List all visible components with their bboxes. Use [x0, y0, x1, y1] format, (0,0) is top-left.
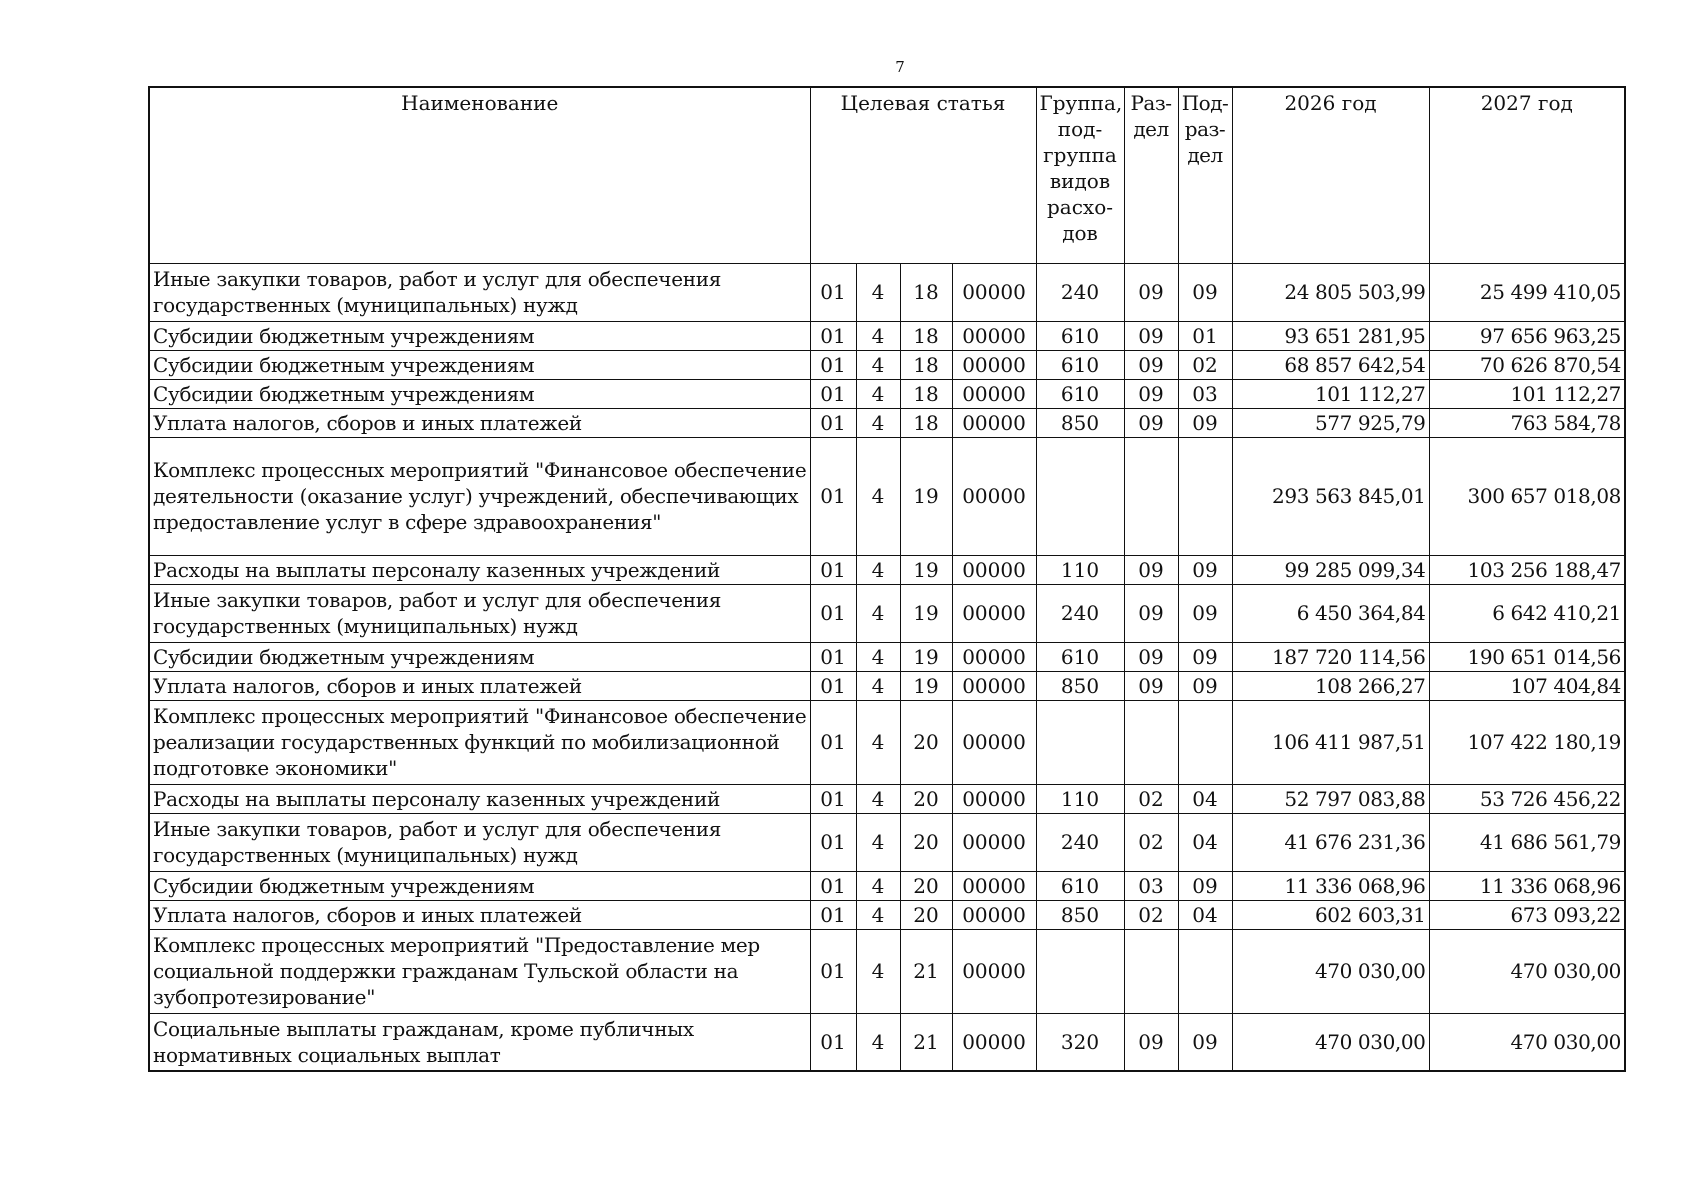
cell-name: Расходы на выплаты персоналу казенных учреждений [149, 555, 810, 584]
cell-subsection: 09 [1178, 263, 1232, 321]
cell-program: 01 [810, 379, 856, 408]
table-row [149, 671, 1625, 700]
cell-subprogram: 4 [856, 642, 900, 671]
cell-amount-2026: 6 450 364,84 [1232, 584, 1429, 642]
cell-amount-2027: 53 726 456,22 [1429, 784, 1625, 813]
cell-name: Субсидии бюджетным учреждениям [149, 642, 810, 671]
cell-complex: 19 [900, 437, 952, 555]
cell-program: 01 [810, 929, 856, 1013]
cell-program: 01 [810, 408, 856, 437]
budget-table [148, 86, 1626, 1072]
cell-subprogram: 4 [856, 437, 900, 555]
page-number: 7 [895, 58, 905, 76]
table-row [149, 437, 1625, 555]
cell-subsection: 01 [1178, 321, 1232, 350]
cell-amount-2026: 24 805 503,99 [1232, 263, 1429, 321]
cell-program: 01 [810, 350, 856, 379]
cell-complex: 20 [900, 700, 952, 784]
cell-program: 01 [810, 813, 856, 871]
cell-program: 01 [810, 1013, 856, 1071]
cell-expense-group [1036, 929, 1124, 1013]
cell-section: 09 [1124, 555, 1178, 584]
cell-section: 09 [1124, 1013, 1178, 1071]
cell-expense-group: 240 [1036, 584, 1124, 642]
table-row [149, 379, 1625, 408]
header-group: Группа, под-группа видов расхо-дов [1036, 87, 1124, 263]
table-body [149, 263, 1625, 1071]
cell-complex: 20 [900, 813, 952, 871]
cell-direction: 00000 [952, 321, 1036, 350]
cell-section: 09 [1124, 379, 1178, 408]
table-row [149, 1013, 1625, 1071]
cell-amount-2027: 470 030,00 [1429, 1013, 1625, 1071]
cell-amount-2027: 70 626 870,54 [1429, 350, 1625, 379]
cell-direction: 00000 [952, 263, 1036, 321]
header-section: Раз-дел [1124, 87, 1178, 263]
cell-subprogram: 4 [856, 700, 900, 784]
cell-direction: 00000 [952, 1013, 1036, 1071]
cell-name: Субсидии бюджетным учреждениям [149, 379, 810, 408]
table-row [149, 408, 1625, 437]
cell-amount-2027: 190 651 014,56 [1429, 642, 1625, 671]
cell-amount-2026: 101 112,27 [1232, 379, 1429, 408]
header-year-2026: 2026 год [1232, 87, 1429, 263]
cell-amount-2027: 97 656 963,25 [1429, 321, 1625, 350]
cell-subsection: 03 [1178, 379, 1232, 408]
cell-section: 09 [1124, 671, 1178, 700]
cell-complex: 20 [900, 900, 952, 929]
cell-amount-2027: 470 030,00 [1429, 929, 1625, 1013]
cell-amount-2027: 107 404,84 [1429, 671, 1625, 700]
cell-complex: 19 [900, 584, 952, 642]
cell-subprogram: 4 [856, 871, 900, 900]
cell-complex: 18 [900, 263, 952, 321]
cell-expense-group [1036, 437, 1124, 555]
cell-section [1124, 437, 1178, 555]
cell-expense-group: 610 [1036, 379, 1124, 408]
cell-name: Уплата налогов, сборов и иных платежей [149, 900, 810, 929]
cell-name: Комплекс процессных мероприятий "Предоставление мер социальной поддержки гражданам Тульской области на зубопротезирование" [149, 929, 810, 1013]
cell-subprogram: 4 [856, 555, 900, 584]
cell-section: 09 [1124, 350, 1178, 379]
cell-subsection [1178, 700, 1232, 784]
cell-amount-2026: 41 676 231,36 [1232, 813, 1429, 871]
cell-section [1124, 700, 1178, 784]
cell-name: Уплата налогов, сборов и иных платежей [149, 671, 810, 700]
cell-amount-2026: 68 857 642,54 [1232, 350, 1429, 379]
cell-subprogram: 4 [856, 929, 900, 1013]
table-row [149, 555, 1625, 584]
cell-amount-2027: 101 112,27 [1429, 379, 1625, 408]
cell-subprogram: 4 [856, 408, 900, 437]
cell-amount-2026: 602 603,31 [1232, 900, 1429, 929]
cell-amount-2027: 763 584,78 [1429, 408, 1625, 437]
table-row [149, 642, 1625, 671]
cell-subsection: 04 [1178, 900, 1232, 929]
cell-direction: 00000 [952, 813, 1036, 871]
cell-complex: 20 [900, 784, 952, 813]
cell-program: 01 [810, 900, 856, 929]
cell-subsection: 09 [1178, 555, 1232, 584]
cell-name: Комплекс процессных мероприятий "Финансовое обеспечение деятельности (оказание услуг) учреждений, обеспечивающих предоставление услуг в сфере здравоохранения" [149, 437, 810, 555]
cell-amount-2027: 41 686 561,79 [1429, 813, 1625, 871]
cell-amount-2027: 25 499 410,05 [1429, 263, 1625, 321]
cell-direction: 00000 [952, 408, 1036, 437]
cell-direction: 00000 [952, 900, 1036, 929]
cell-subprogram: 4 [856, 350, 900, 379]
cell-subsection [1178, 929, 1232, 1013]
table-row [149, 263, 1625, 321]
cell-expense-group: 850 [1036, 900, 1124, 929]
cell-name: Субсидии бюджетным учреждениям [149, 321, 810, 350]
cell-direction: 00000 [952, 700, 1036, 784]
cell-name: Социальные выплаты гражданам, кроме публичных нормативных социальных выплат [149, 1013, 810, 1071]
table-row [149, 900, 1625, 929]
cell-amount-2027: 107 422 180,19 [1429, 700, 1625, 784]
cell-complex: 19 [900, 555, 952, 584]
cell-subsection: 09 [1178, 1013, 1232, 1071]
cell-subprogram: 4 [856, 900, 900, 929]
cell-section: 09 [1124, 408, 1178, 437]
cell-direction: 00000 [952, 437, 1036, 555]
cell-program: 01 [810, 784, 856, 813]
table-row [149, 929, 1625, 1013]
cell-amount-2027: 11 336 068,96 [1429, 871, 1625, 900]
cell-amount-2026: 52 797 083,88 [1232, 784, 1429, 813]
cell-section: 09 [1124, 263, 1178, 321]
cell-section: 03 [1124, 871, 1178, 900]
cell-program: 01 [810, 642, 856, 671]
cell-amount-2026: 187 720 114,56 [1232, 642, 1429, 671]
header-subsection: Под-раз-дел [1178, 87, 1232, 263]
cell-section: 09 [1124, 642, 1178, 671]
cell-subsection: 04 [1178, 813, 1232, 871]
cell-direction: 00000 [952, 584, 1036, 642]
cell-amount-2026: 11 336 068,96 [1232, 871, 1429, 900]
cell-expense-group: 110 [1036, 555, 1124, 584]
cell-complex: 19 [900, 671, 952, 700]
cell-direction: 00000 [952, 929, 1036, 1013]
cell-complex: 18 [900, 379, 952, 408]
cell-expense-group: 850 [1036, 671, 1124, 700]
cell-subsection: 04 [1178, 784, 1232, 813]
header-name: Наименование [149, 87, 810, 263]
cell-expense-group: 610 [1036, 350, 1124, 379]
cell-expense-group: 610 [1036, 321, 1124, 350]
cell-expense-group: 240 [1036, 813, 1124, 871]
cell-subprogram: 4 [856, 584, 900, 642]
cell-section: 02 [1124, 813, 1178, 871]
cell-direction: 00000 [952, 350, 1036, 379]
cell-subsection: 09 [1178, 584, 1232, 642]
cell-complex: 18 [900, 321, 952, 350]
cell-amount-2026: 470 030,00 [1232, 1013, 1429, 1071]
cell-name: Уплата налогов, сборов и иных платежей [149, 408, 810, 437]
cell-subsection: 09 [1178, 871, 1232, 900]
table-row [149, 700, 1625, 784]
cell-program: 01 [810, 263, 856, 321]
cell-amount-2026: 99 285 099,34 [1232, 555, 1429, 584]
cell-expense-group: 850 [1036, 408, 1124, 437]
cell-name: Иные закупки товаров, работ и услуг для обеспечения государственных (муниципальных) нужд [149, 584, 810, 642]
cell-program: 01 [810, 321, 856, 350]
cell-complex: 21 [900, 929, 952, 1013]
cell-amount-2027: 673 093,22 [1429, 900, 1625, 929]
cell-amount-2027: 6 642 410,21 [1429, 584, 1625, 642]
cell-subprogram: 4 [856, 784, 900, 813]
cell-expense-group [1036, 700, 1124, 784]
cell-complex: 20 [900, 871, 952, 900]
cell-direction: 00000 [952, 642, 1036, 671]
cell-direction: 00000 [952, 379, 1036, 408]
table-row [149, 350, 1625, 379]
cell-section [1124, 929, 1178, 1013]
cell-subprogram: 4 [856, 379, 900, 408]
header-target: Целевая статья [810, 87, 1036, 263]
cell-expense-group: 610 [1036, 871, 1124, 900]
cell-subprogram: 4 [856, 1013, 900, 1071]
cell-direction: 00000 [952, 784, 1036, 813]
cell-name: Комплекс процессных мероприятий "Финансовое обеспечение реализации государственных функций по мобилизационной подготовке экономики" [149, 700, 810, 784]
table-row [149, 584, 1625, 642]
cell-section: 02 [1124, 900, 1178, 929]
cell-expense-group: 610 [1036, 642, 1124, 671]
cell-section: 09 [1124, 584, 1178, 642]
table-row [149, 321, 1625, 350]
cell-program: 01 [810, 584, 856, 642]
cell-expense-group: 320 [1036, 1013, 1124, 1071]
cell-amount-2026: 470 030,00 [1232, 929, 1429, 1013]
cell-direction: 00000 [952, 871, 1036, 900]
cell-program: 01 [810, 700, 856, 784]
cell-subsection: 09 [1178, 642, 1232, 671]
cell-subsection: 02 [1178, 350, 1232, 379]
cell-complex: 18 [900, 350, 952, 379]
cell-expense-group: 110 [1036, 784, 1124, 813]
cell-subprogram: 4 [856, 671, 900, 700]
cell-section: 02 [1124, 784, 1178, 813]
cell-amount-2026: 93 651 281,95 [1232, 321, 1429, 350]
cell-direction: 00000 [952, 671, 1036, 700]
cell-section: 09 [1124, 321, 1178, 350]
cell-subsection: 09 [1178, 671, 1232, 700]
cell-program: 01 [810, 671, 856, 700]
cell-name: Субсидии бюджетным учреждениям [149, 350, 810, 379]
cell-subsection: 09 [1178, 408, 1232, 437]
table-row [149, 813, 1625, 871]
cell-amount-2027: 300 657 018,08 [1429, 437, 1625, 555]
cell-complex: 18 [900, 408, 952, 437]
cell-direction: 00000 [952, 555, 1036, 584]
cell-subprogram: 4 [856, 263, 900, 321]
cell-expense-group: 240 [1036, 263, 1124, 321]
header-row [149, 87, 1625, 263]
cell-name: Субсидии бюджетным учреждениям [149, 871, 810, 900]
cell-subprogram: 4 [856, 813, 900, 871]
cell-program: 01 [810, 555, 856, 584]
cell-subsection [1178, 437, 1232, 555]
header-year-2027: 2027 год [1429, 87, 1625, 263]
cell-program: 01 [810, 437, 856, 555]
cell-amount-2026: 293 563 845,01 [1232, 437, 1429, 555]
cell-name: Иные закупки товаров, работ и услуг для обеспечения государственных (муниципальных) нужд [149, 263, 810, 321]
cell-amount-2026: 106 411 987,51 [1232, 700, 1429, 784]
cell-name: Расходы на выплаты персоналу казенных учреждений [149, 784, 810, 813]
cell-complex: 21 [900, 1013, 952, 1071]
cell-amount-2027: 103 256 188,47 [1429, 555, 1625, 584]
table-row [149, 784, 1625, 813]
cell-subprogram: 4 [856, 321, 900, 350]
cell-amount-2026: 108 266,27 [1232, 671, 1429, 700]
table-row [149, 871, 1625, 900]
cell-complex: 19 [900, 642, 952, 671]
cell-name: Иные закупки товаров, работ и услуг для обеспечения государственных (муниципальных) нужд [149, 813, 810, 871]
cell-amount-2026: 577 925,79 [1232, 408, 1429, 437]
cell-program: 01 [810, 871, 856, 900]
